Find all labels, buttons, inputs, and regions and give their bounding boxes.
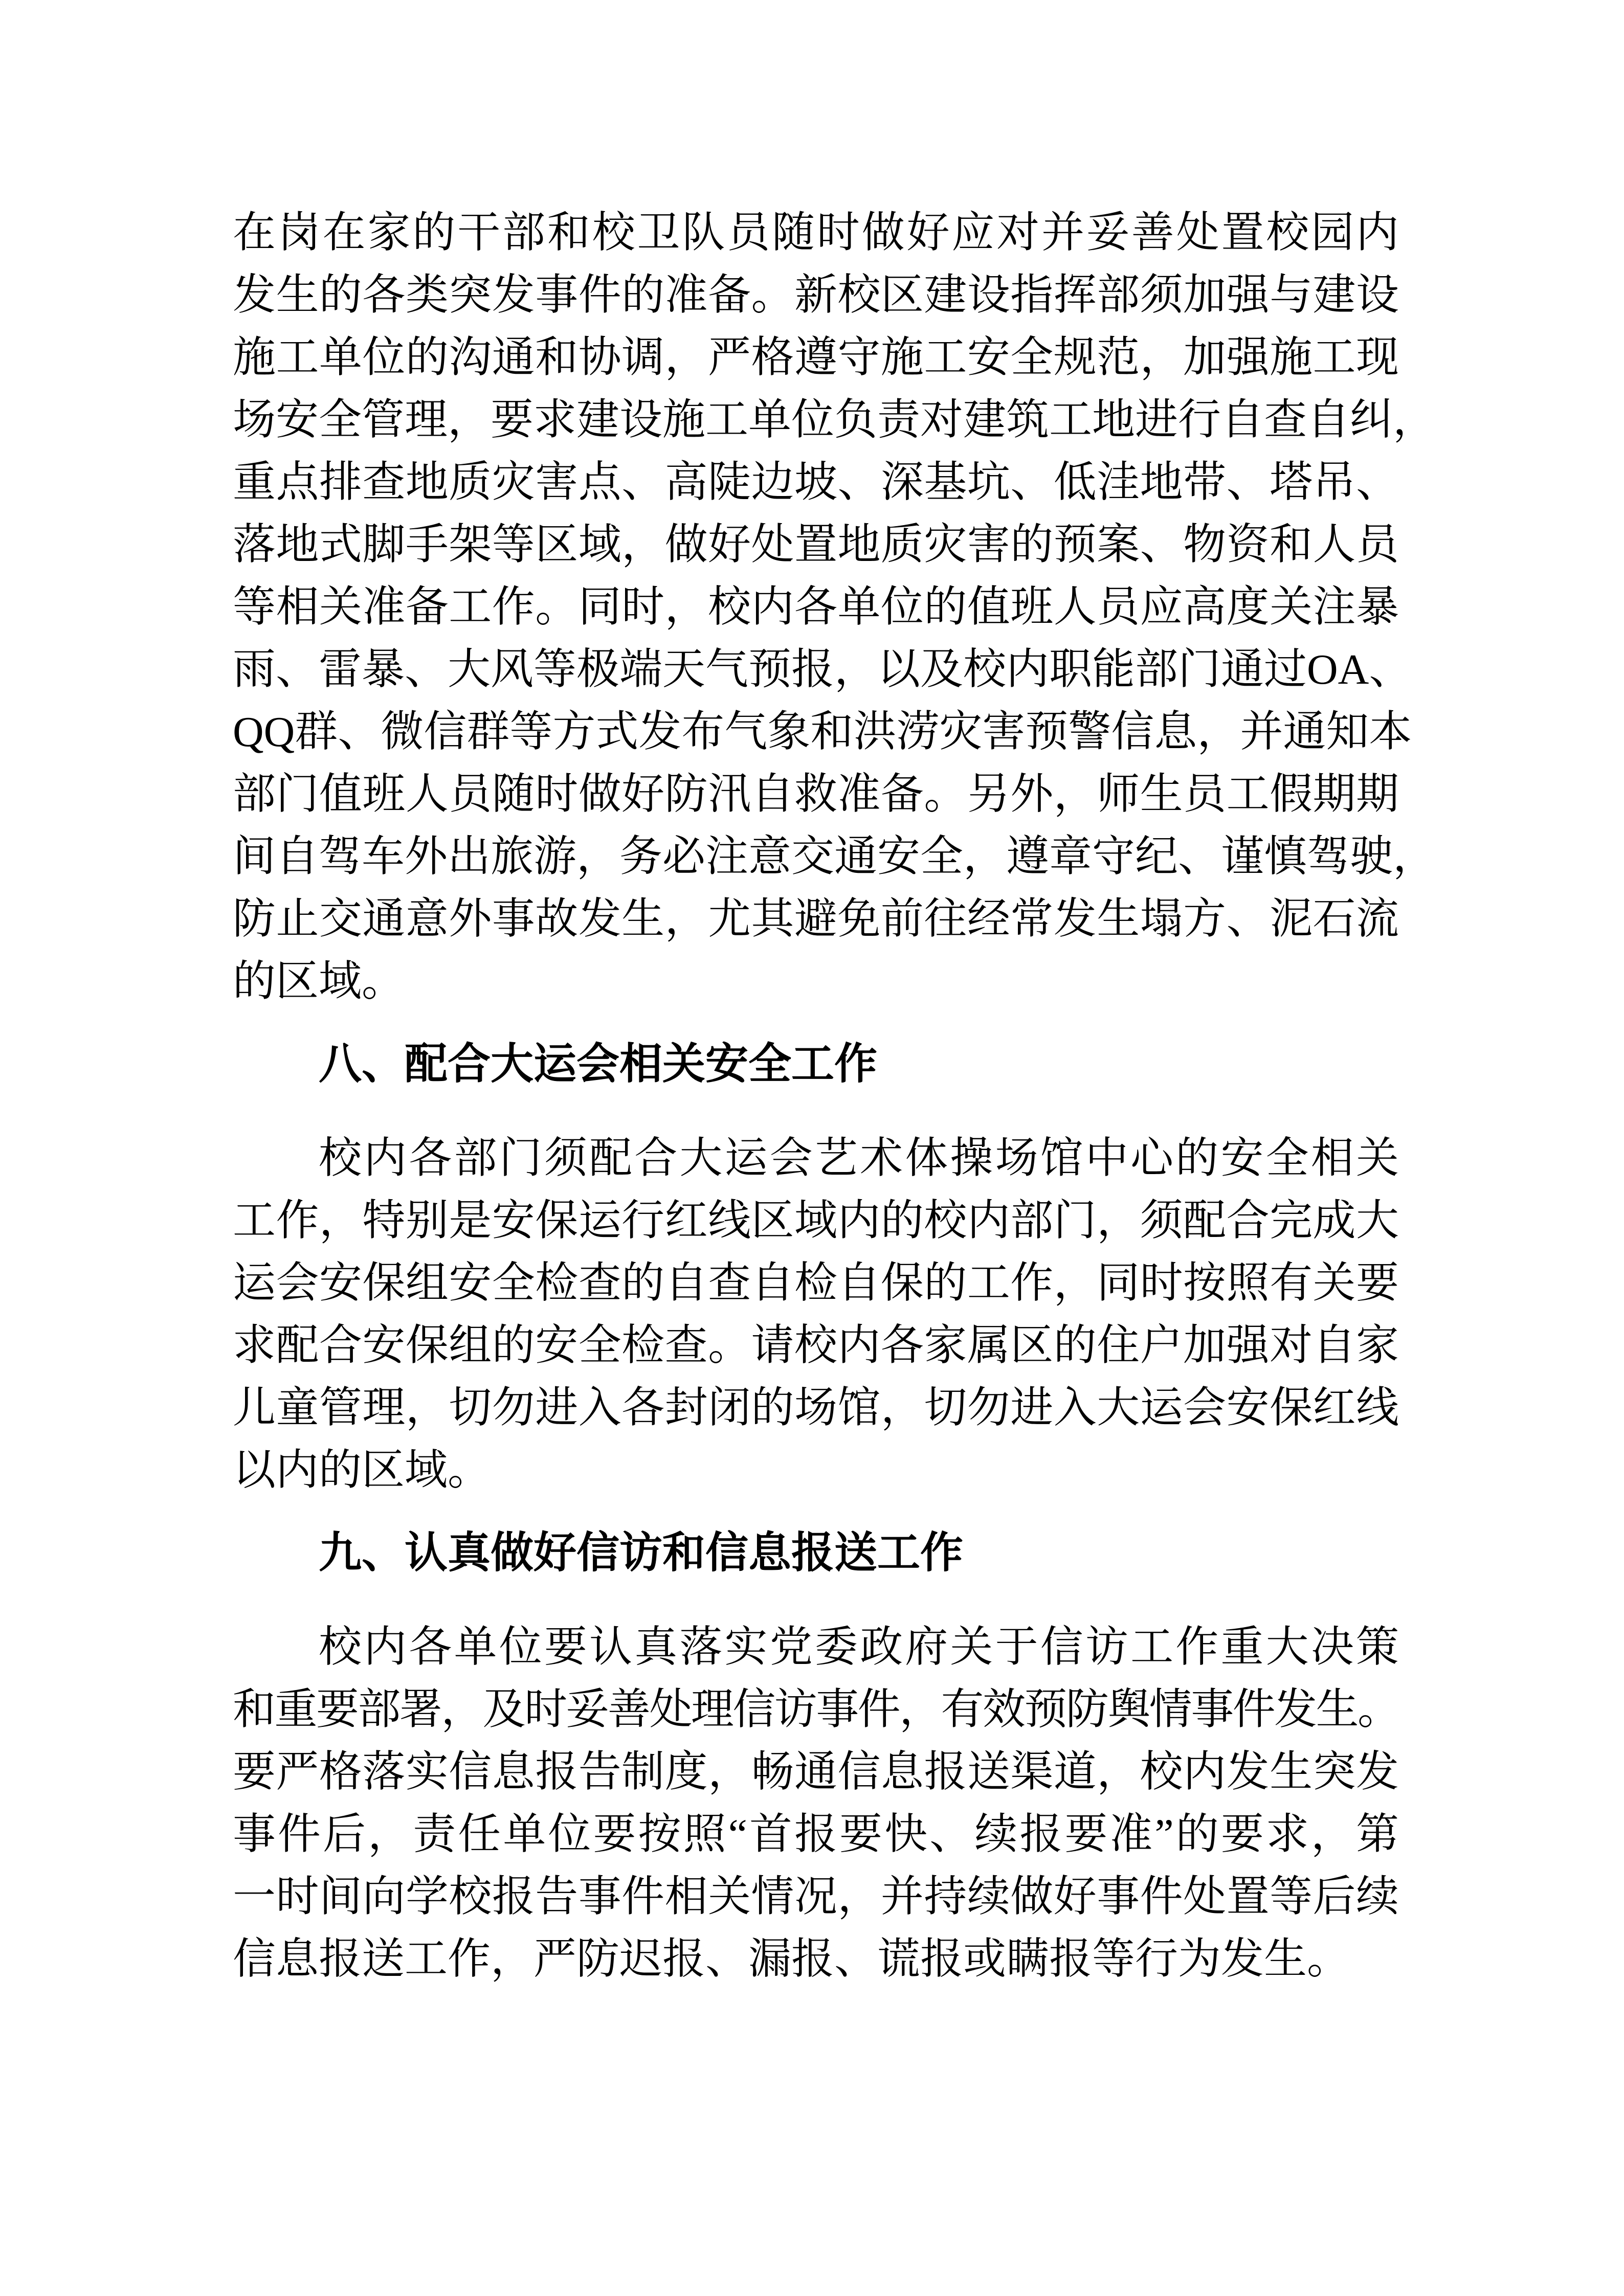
paragraph-line: 重点排查地质灾害点、高陡边坡、深基坑、低洼地带、塔吊、 <box>233 459 1399 506</box>
paragraph-line: 等相关准备工作。同时，校内各单位的值班人员应高度关注暴 <box>233 583 1399 631</box>
paragraph-line: 间自驾车外出旅游，务必注意交通安全，遵章守纪、谨慎驾驶， <box>233 833 1436 881</box>
paragraph-line: 部门值班人员随时做好防汛自救准备。另外，师生员工假期期 <box>233 771 1399 818</box>
paragraph-line: 校内各单位要认真落实党委政府关于信访工作重大决策 <box>319 1624 1399 1671</box>
paragraph-line: 的区域。 <box>233 958 405 1005</box>
paragraph-section-9 <box>233 1616 1399 1991</box>
paragraph-line: 运会安保组安全检查的自查自检自保的工作，同时按照有关要 <box>233 1259 1399 1307</box>
paragraph-line: 事件后，责任单位要按照“首报要快、续报要准”的要求，第 <box>233 1811 1399 1858</box>
paragraph-line: 一时间向学校报告事件相关情况，并持续做好事件处置等后续 <box>233 1873 1399 1921</box>
paragraph-section-8 <box>233 1128 1399 1502</box>
paragraph-line: 以内的区域。 <box>233 1447 491 1494</box>
paragraph-line: 校内各部门须配合大运会艺术体操场馆中心的安全相关 <box>319 1135 1399 1182</box>
paragraph-line: 信息报送工作，严防迟报、漏报、谎报或瞒报等行为发生。 <box>233 1935 1350 1983</box>
document-content <box>233 202 1436 1991</box>
paragraph-line: 和重要部署，及时妥善处理信访事件，有效预防舆情事件发生。 <box>233 1686 1399 1734</box>
paragraph-line: 防止交通意外事故发生，尤其避免前往经常发生塌方、泥石流 <box>233 895 1399 943</box>
section-heading-8: 八、配合大运会相关安全工作 <box>319 1041 878 1088</box>
paragraph-line: 施工单位的沟通和协调，严格遵守施工安全规范，加强施工现 <box>233 334 1399 381</box>
paragraph-line: QQ群、微信群等方式发布气象和洪涝灾害预警信息，并通知本 <box>233 708 1412 756</box>
paragraph-continued <box>233 202 1436 1013</box>
paragraph-line: 求配合安保组的安全检查。请校内各家属区的住户加强对自家 <box>233 1322 1399 1369</box>
paragraph-line: 儿童管理，切勿进入各封闭的场馆，切勿进入大运会安保红线 <box>233 1384 1399 1432</box>
paragraph-line: 在岗在家的干部和校卫队员随时做好应对并妥善处置校园内 <box>233 209 1399 257</box>
paragraph-line: 落地式脚手架等区域，做好处置地质灾害的预案、物资和人员 <box>233 521 1399 569</box>
section-heading-9: 九、认真做好信访和信息报送工作 <box>319 1529 964 1577</box>
paragraph-line: 工作，特别是安保运行红线区域内的校内部门，须配合完成大 <box>233 1197 1399 1245</box>
paragraph-line: 雨、雷暴、大风等极端天气预报，以及校内职能部门通过OA、 <box>233 646 1412 693</box>
paragraph-line: 发生的各类突发事件的准备。新校区建设指挥部须加强与建设 <box>233 272 1399 319</box>
paragraph-line: 要严格落实信息报告制度，畅通信息报送渠道，校内发生突发 <box>233 1748 1399 1796</box>
paragraph-line: 场安全管理，要求建设施工单位负责对建筑工地进行自查自纠， <box>233 396 1436 444</box>
